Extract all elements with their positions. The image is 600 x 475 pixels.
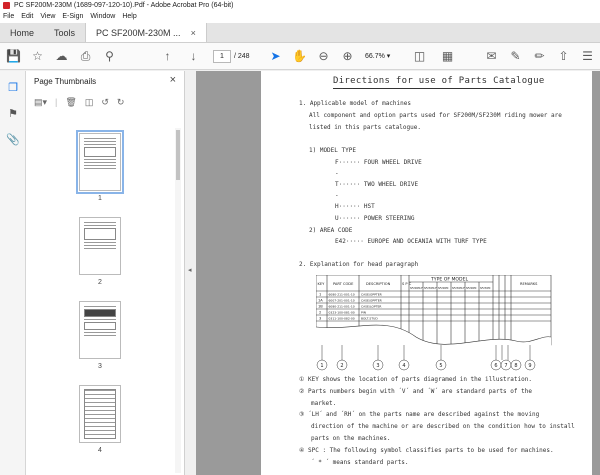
note-3: ③ ´LH´ and ´RH´ on the parts name are described against the moving <box>299 411 540 418</box>
thumbnail-label: 2 <box>98 279 102 286</box>
zoom-level-value: 66.7% <box>365 53 385 60</box>
thumbnail-page-3[interactable] <box>79 301 121 359</box>
thumbnail-scrollbar[interactable] <box>175 128 181 473</box>
row-key: 1B <box>318 304 323 309</box>
row-desc: CASE/GPPTER <box>361 298 382 303</box>
comment-icon[interactable]: ✉ <box>486 49 497 63</box>
rotate-left-icon[interactable]: ↺ <box>101 97 109 107</box>
zoom-level-select[interactable]: 66.7% ▾ <box>365 53 391 60</box>
menu-window[interactable]: Window <box>90 13 116 20</box>
menu-edit[interactable]: Edit <box>21 13 34 20</box>
thumbnail-page-1[interactable] <box>79 133 121 191</box>
navigation-rail <box>0 71 26 475</box>
thumbnail-label: 1 <box>98 195 102 202</box>
pdf-page <box>261 71 592 475</box>
page-up-icon[interactable]: ↑ <box>164 49 171 63</box>
collapse-panel-icon[interactable]: ◂ <box>188 267 192 274</box>
row-desc: PIN <box>361 310 366 315</box>
callout-number: 1 <box>320 363 324 369</box>
area-code-title: 2) AREA CODE <box>309 227 353 234</box>
callout-number: 5 <box>439 363 443 369</box>
area-code-e42: E42····· EUROPE AND OCEANIA WITH TURF TYPE <box>335 238 487 245</box>
callout-number: 8 <box>514 363 518 369</box>
callout-number: 9 <box>528 363 532 369</box>
row-code: 6080-211-001-10 <box>328 292 355 297</box>
callout-number: 7 <box>504 363 508 369</box>
row-code: 0323-100-081-00 <box>328 310 355 315</box>
zoom-out-icon[interactable]: ⊖ <box>318 49 329 63</box>
row-key: 2 <box>319 310 322 315</box>
thumbnail-page-2[interactable] <box>79 217 121 275</box>
row-desc: BOLT,STUD <box>361 316 378 321</box>
model-col: SF230M-F <box>452 287 465 290</box>
model-type-dash: - <box>335 170 339 177</box>
rotate-right-icon[interactable]: ↻ <box>116 97 125 107</box>
toolbar-divider: | <box>55 97 58 107</box>
heading-underline <box>333 88 511 89</box>
page-number-input[interactable]: 1 <box>213 50 231 63</box>
tab-document[interactable] <box>85 23 207 42</box>
model-col: SF200M <box>438 287 449 290</box>
row-key: 3 <box>319 316 322 321</box>
hand-tool-icon[interactable]: ✋ <box>292 49 307 63</box>
model-type-t: T······ TWO WHEEL DRIVE <box>335 181 419 188</box>
delete-page-icon[interactable]: 🗑 <box>65 97 77 107</box>
model-col: SF230M-F <box>424 287 437 290</box>
head-paragraph-diagram <box>316 275 556 377</box>
row-key: 1A <box>318 298 323 303</box>
page-thumbnails-panel <box>26 71 185 475</box>
window-titlebar <box>0 0 600 11</box>
row-desc: CASE/GPPTER <box>361 292 382 297</box>
sign-icon[interactable]: ✏ <box>534 49 545 63</box>
panel-title: Page Thumbnails <box>34 77 97 86</box>
table-header-code: PART CODE <box>333 282 354 286</box>
page-heading: Directions for use of Parts Catalogue <box>333 76 545 86</box>
model-type-u: U······ POWER STEERING <box>335 215 415 222</box>
bookmarks-icon[interactable]: ⚑ <box>8 108 18 120</box>
table-header-type: TYPE OF MODEL <box>431 277 469 283</box>
row-code: 0311-100-082-00 <box>328 316 355 321</box>
page-total: / 248 <box>234 53 250 60</box>
thumbnail-label: 4 <box>98 447 102 454</box>
callout-number: 6 <box>494 363 498 369</box>
zoom-search-icon[interactable]: ⚲ <box>105 49 114 63</box>
tab-document-label: PC SF200M-230M ... <box>96 28 181 38</box>
section-1-line: listed in this parts catalogue. <box>309 124 421 131</box>
more-tools-icon[interactable]: ☰ <box>582 49 593 63</box>
tab-bar <box>0 23 600 43</box>
fit-page-icon[interactable]: ◫ <box>413 49 426 63</box>
menu-file[interactable]: File <box>3 13 15 20</box>
note-2-cont: market. <box>311 400 337 407</box>
save-icon[interactable]: 💾 <box>6 49 21 63</box>
note-3-cont: parts on the machines. <box>311 435 391 442</box>
model-col: SF200M <box>466 287 477 290</box>
thumbnail-label: 3 <box>98 363 102 370</box>
table-header-remarks: REMARKS <box>520 282 538 286</box>
bookmark-star-icon[interactable]: ☆ <box>32 49 43 63</box>
section-1-title: 1. Applicable model of machines <box>299 100 411 107</box>
menu-bar <box>0 11 600 23</box>
table-header-key: KEY <box>317 282 325 286</box>
model-type-title: 1) MODEL TYPE <box>309 147 356 154</box>
attachments-icon[interactable]: 📎 <box>6 134 20 146</box>
select-cursor-icon[interactable]: ➤ <box>270 49 281 63</box>
section-1-line: All component and option parts used for SF200M/SF230M riding mower are <box>309 112 562 119</box>
thumbnail-options-icon[interactable]: ▤▾ <box>34 97 48 107</box>
callout-number: 3 <box>376 363 380 369</box>
model-type-h: H······ HST <box>335 203 375 210</box>
highlight-pen-icon[interactable]: ✎ <box>510 49 521 63</box>
note-1: ① KEY shows the location of parts diagramed in the illustration. <box>299 376 532 383</box>
section-2-title: 2. Explanation for head paragraph <box>299 261 419 268</box>
model-type-dash: - <box>335 192 339 199</box>
main-toolbar <box>0 43 600 70</box>
tab-home[interactable]: Home <box>10 28 35 38</box>
window-title: PC SF200M-230M (1689-097-120-10).Pdf - Adobe Acrobat Pro (64-bit) <box>14 2 234 9</box>
thumbnail-scroll-thumb[interactable] <box>176 130 180 180</box>
thumbnail-page-4[interactable] <box>79 385 121 443</box>
row-code: 6007-201-001-10 <box>328 298 355 303</box>
note-4-cont: ´ * ´ means standard parts. <box>311 459 409 466</box>
share-icon[interactable]: ⇧ <box>558 49 569 63</box>
scroll-mode-icon[interactable]: ▦ <box>441 49 454 63</box>
acrobat-app-icon <box>3 2 10 9</box>
tab-tools[interactable]: Tools <box>54 28 76 38</box>
menu-esign[interactable]: E-Sign <box>62 13 84 20</box>
row-code: 6080-211-001-10 <box>328 304 355 309</box>
page-down-icon[interactable]: ↓ <box>190 49 197 63</box>
model-col: SF230M <box>480 287 491 290</box>
model-col: SF200M-F <box>410 287 423 290</box>
menu-help[interactable]: Help <box>122 13 137 20</box>
panel-close-icon[interactable]: × <box>169 74 176 86</box>
table-header-spc: S P C <box>402 282 412 286</box>
note-4: ④ SPC : The following symbol classifies parts to be used for machines. <box>299 447 554 454</box>
note-3-cont: direction of the machine or are described on the condition how to install <box>311 423 575 430</box>
row-desc: CASE/LOPTER <box>361 304 382 309</box>
menu-view[interactable]: View <box>40 13 56 20</box>
thumbnail-toolbar <box>34 97 124 111</box>
cloud-upload-icon[interactable]: ☁ <box>55 49 68 63</box>
callout-number: 2 <box>340 363 344 369</box>
callout-number: 4 <box>402 363 406 369</box>
insert-page-icon[interactable]: ◫ <box>84 97 94 107</box>
row-key: 1 <box>319 292 322 297</box>
model-type-f: F······ FOUR WHEEL DRIVE <box>335 159 422 166</box>
document-viewport[interactable] <box>196 71 600 475</box>
note-2: ② Parts numbers begin with ´V´ and ´W´ are standard parts of the <box>299 388 532 395</box>
zoom-in-icon[interactable]: ⊕ <box>342 49 353 63</box>
table-header-desc: DESCRIPTION <box>366 282 391 286</box>
page-thumbnails-icon[interactable]: ❐ <box>8 82 18 94</box>
print-icon[interactable]: ⎙ <box>80 49 91 63</box>
tab-close-icon[interactable]: × <box>190 28 196 38</box>
